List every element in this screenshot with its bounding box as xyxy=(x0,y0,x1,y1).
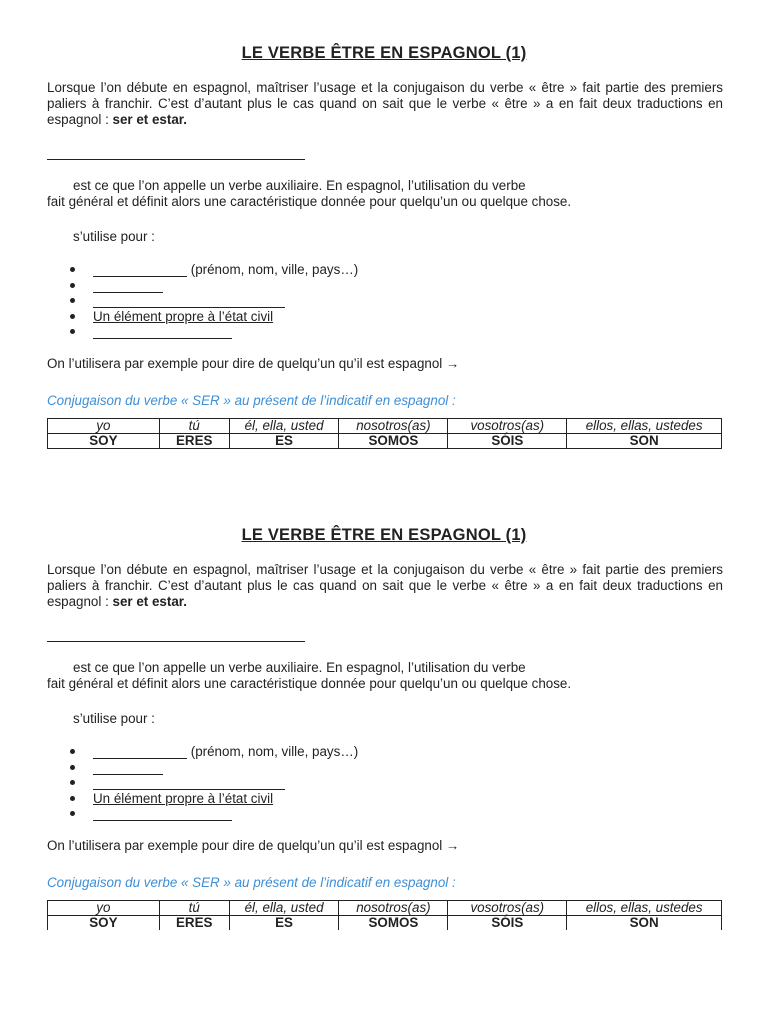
auxiliary-paragraph xyxy=(47,178,723,210)
verb-form-cell: ES xyxy=(229,916,339,931)
conjugation-caption: Conjugaison du verbe « SER » au présent de l’indicatif en espagnol : xyxy=(47,393,456,408)
pronoun-cell: vosotros(as) xyxy=(448,419,567,434)
bullet-icon xyxy=(70,780,75,785)
bullet-icon xyxy=(70,749,75,754)
fill-in-blank xyxy=(93,776,285,790)
pronoun-row xyxy=(48,901,722,916)
list-item-text: (prénom, nom, ville, pays…) xyxy=(190,262,359,277)
verb-form-cell: SOY xyxy=(48,434,160,449)
pronoun-cell: tú xyxy=(159,901,229,916)
bullet-icon xyxy=(70,283,75,288)
intro-bold: ser et estar. xyxy=(112,112,187,127)
intro-text: Lorsque l’on débute en espagnol, maîtriser l’usage et la conjugaison du verbe « être » fait partie des premiers paliers à franchir. C’est d’autant plus le cas quand on sait que le verbe « être » a en fait deux traductions en espagnol : xyxy=(47,562,723,609)
example-sentence: On l’utilisera par exemple pour dire de quelqu’un qu’il est espagnol → xyxy=(47,356,460,371)
auxiliary-line-1: est ce que l’on appelle un verbe auxiliaire. En espagnol, l’utilisation du verbe xyxy=(73,660,526,675)
conjugation-caption: Conjugaison du verbe « SER » au présent de l’indicatif en espagnol : xyxy=(47,875,456,890)
pronoun-cell: él, ella, usted xyxy=(229,901,339,916)
usage-list xyxy=(47,262,547,340)
pronoun-cell: vosotros(as) xyxy=(448,901,567,916)
fill-in-blank xyxy=(93,294,285,308)
pronoun-cell: tú xyxy=(159,419,229,434)
fill-in-blank xyxy=(93,263,187,277)
verb-form-cell: ES xyxy=(229,434,339,449)
verb-form-cell: SON xyxy=(567,434,722,449)
list-item xyxy=(47,791,547,807)
bullet-icon xyxy=(70,811,75,816)
verb-form-row xyxy=(48,916,722,931)
list-item xyxy=(47,324,547,340)
usage-intro: s’utilise pour : xyxy=(73,229,155,244)
auxiliary-line-2: fait général et définit alors une caractéristique donnée pour quelqu’un ou quelque chose. xyxy=(47,676,572,691)
verb-form-cell: SÓIS xyxy=(448,434,567,449)
bullet-icon xyxy=(70,329,75,334)
list-item xyxy=(47,775,547,791)
fill-in-heading-line xyxy=(47,159,305,160)
list-item xyxy=(47,278,547,294)
intro-text: Lorsque l’on débute en espagnol, maîtriser l’usage et la conjugaison du verbe « être » fait partie des premiers paliers à franchir. C’est d’autant plus le cas quand on sait que le verbe « être » a en fait deux traductions en espagnol : xyxy=(47,80,723,127)
worksheet-2 xyxy=(0,482,768,952)
list-item-text: Un élément propre à l’état civil xyxy=(93,790,274,806)
list-item xyxy=(47,293,547,309)
auxiliary-line-2: fait général et définit alors une caractéristique donnée pour quelqu’un ou quelque chose. xyxy=(47,194,572,209)
list-item xyxy=(47,744,547,760)
fill-in-heading-line xyxy=(47,641,305,642)
verb-form-cell: ERES xyxy=(159,916,229,931)
intro-paragraph xyxy=(47,562,723,610)
verb-form-cell: SOMOS xyxy=(339,434,448,449)
bullet-icon xyxy=(70,314,75,319)
worksheet-1 xyxy=(0,0,768,470)
example-sentence: On l’utilisera par exemple pour dire de quelqu’un qu’il est espagnol → xyxy=(47,838,460,853)
bullet-icon xyxy=(70,765,75,770)
pronoun-cell: yo xyxy=(48,419,160,434)
bullet-icon xyxy=(70,298,75,303)
page-title: LE VERBE ÊTRE EN ESPAGNOL (1) xyxy=(241,526,527,544)
verb-form-cell: SON xyxy=(567,916,722,931)
fill-in-blank xyxy=(93,807,232,821)
list-item xyxy=(47,806,547,822)
verb-form-cell: SOMOS xyxy=(339,916,448,931)
verb-form-row xyxy=(48,434,722,449)
usage-list xyxy=(47,744,547,822)
bullet-icon xyxy=(70,267,75,272)
list-item-text: (prénom, nom, ville, pays…) xyxy=(190,744,359,759)
conjugation-table xyxy=(47,418,722,449)
fill-in-blank xyxy=(93,325,232,339)
list-item xyxy=(47,760,547,776)
pronoun-row xyxy=(48,419,722,434)
list-item xyxy=(47,309,547,325)
page-title: LE VERBE ÊTRE EN ESPAGNOL (1) xyxy=(241,44,527,62)
bullet-icon xyxy=(70,796,75,801)
verb-form-cell: SOY xyxy=(48,916,160,931)
intro-paragraph xyxy=(47,80,723,128)
fill-in-blank xyxy=(93,761,163,775)
pronoun-cell: él, ella, usted xyxy=(229,419,339,434)
verb-form-cell: ERES xyxy=(159,434,229,449)
auxiliary-line-1: est ce que l’on appelle un verbe auxiliaire. En espagnol, l’utilisation du verbe xyxy=(73,178,526,193)
auxiliary-paragraph xyxy=(47,660,723,692)
usage-intro: s’utilise pour : xyxy=(73,711,155,726)
intro-bold: ser et estar. xyxy=(112,594,187,609)
list-item xyxy=(47,262,547,278)
fill-in-blank xyxy=(93,745,187,759)
list-item-text: Un élément propre à l’état civil xyxy=(93,308,274,324)
fill-in-blank xyxy=(93,279,163,293)
pronoun-cell: ellos, ellas, ustedes xyxy=(567,901,722,916)
conjugation-table xyxy=(47,900,722,930)
verb-form-cell: SÓIS xyxy=(448,916,567,931)
pronoun-cell: nosotros(as) xyxy=(339,419,448,434)
pronoun-cell: nosotros(as) xyxy=(339,901,448,916)
pronoun-cell: ellos, ellas, ustedes xyxy=(567,419,722,434)
pronoun-cell: yo xyxy=(48,901,160,916)
